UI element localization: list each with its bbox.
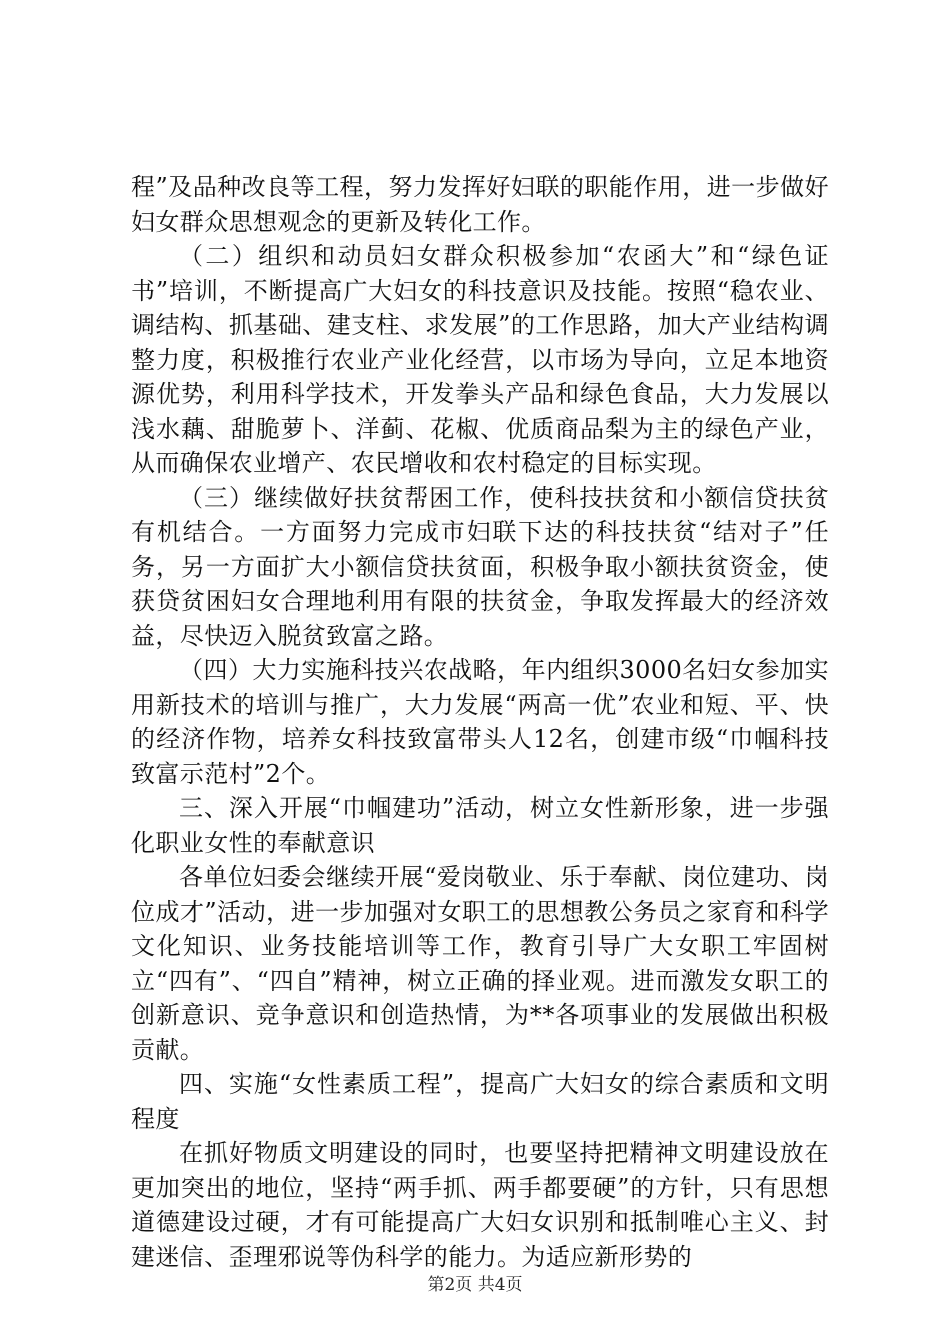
paragraph-2: （二）组织和动员妇女群众积极参加“农函大”和“绿色证书”培训，不断提高广大妇女的科技意识及技能。按照“稳农业、调结构、抓基础、建支柱、求发展”的工作思路，加大产业结构调整力度，积极推行农业产业化经营，以市场为导向，立足本地资源优势，利用科学技术，开发拳头产品和绿色食品，大力发展以浅水藕、甜脆萝卜、洋蓟、花椒、优质商品梨为主的绿色产业，从而确保农业增产、农民增收和农村稳定的目标实现。 bbox=[131, 242, 829, 477]
page-number-footer: 第2页 共4页 bbox=[427, 1275, 523, 1295]
section-heading-3: 三、深入开展“巾帼建功”活动，树立女性新形象，进一步强化职业女性的奉献意识 bbox=[131, 794, 829, 857]
document-body bbox=[131, 170, 829, 1274]
paragraph-5: 各单位妇委会继续开展“爱岗敬业、乐于奉献、岗位建功、岗位成才”活动，进一步加强对女职工的思想教公务员之家育和科学文化知识、业务技能培训等工作，教育引导广大女职工牢固树立“四有”、“四自”精神，树立正确的择业观。进而激发女职工的创新意识、竞争意识和创造热情，为**各项事业的发展做出积极贡献。 bbox=[131, 863, 829, 1064]
paragraph-4: （四）大力实施科技兴农战略，年内组织3000名妇女参加实用新技术的培训与推广，大力发展“两高一优”农业和短、平、快的经济作物，培养女科技致富带头人12名，创建市级“巾帼科技致富示范村”2个。 bbox=[131, 656, 829, 788]
paragraph-6: 在抓好物质文明建设的同时，也要坚持把精神文明建设放在更加突出的地位，坚持“两手抓、两手都要硬”的方针，只有思想道德建设过硬，才有可能提高广大妇女识别和抵制唯心主义、封建迷信、歪理邪说等伪科学的能力。为适应新形势的 bbox=[131, 1139, 829, 1271]
paragraph-1: 程”及品种改良等工程，努力发挥好妇联的职能作用，进一步做好妇女群众思想观念的更新及转化工作。 bbox=[131, 173, 829, 236]
section-heading-4: 四、实施“女性素质工程”，提高广大妇女的综合素质和文明程度 bbox=[131, 1070, 829, 1133]
paragraph-3: （三）继续做好扶贫帮困工作，使科技扶贫和小额信贷扶贫有机结合。一方面努力完成市妇联下达的科技扶贫“结对子”任务，另一方面扩大小额信贷扶贫面，积极争取小额扶贫资金，使获贷贫困妇女合理地利用有限的扶贫金，争取发挥最大的经济效益，尽快迈入脱贫致富之路。 bbox=[131, 483, 829, 650]
